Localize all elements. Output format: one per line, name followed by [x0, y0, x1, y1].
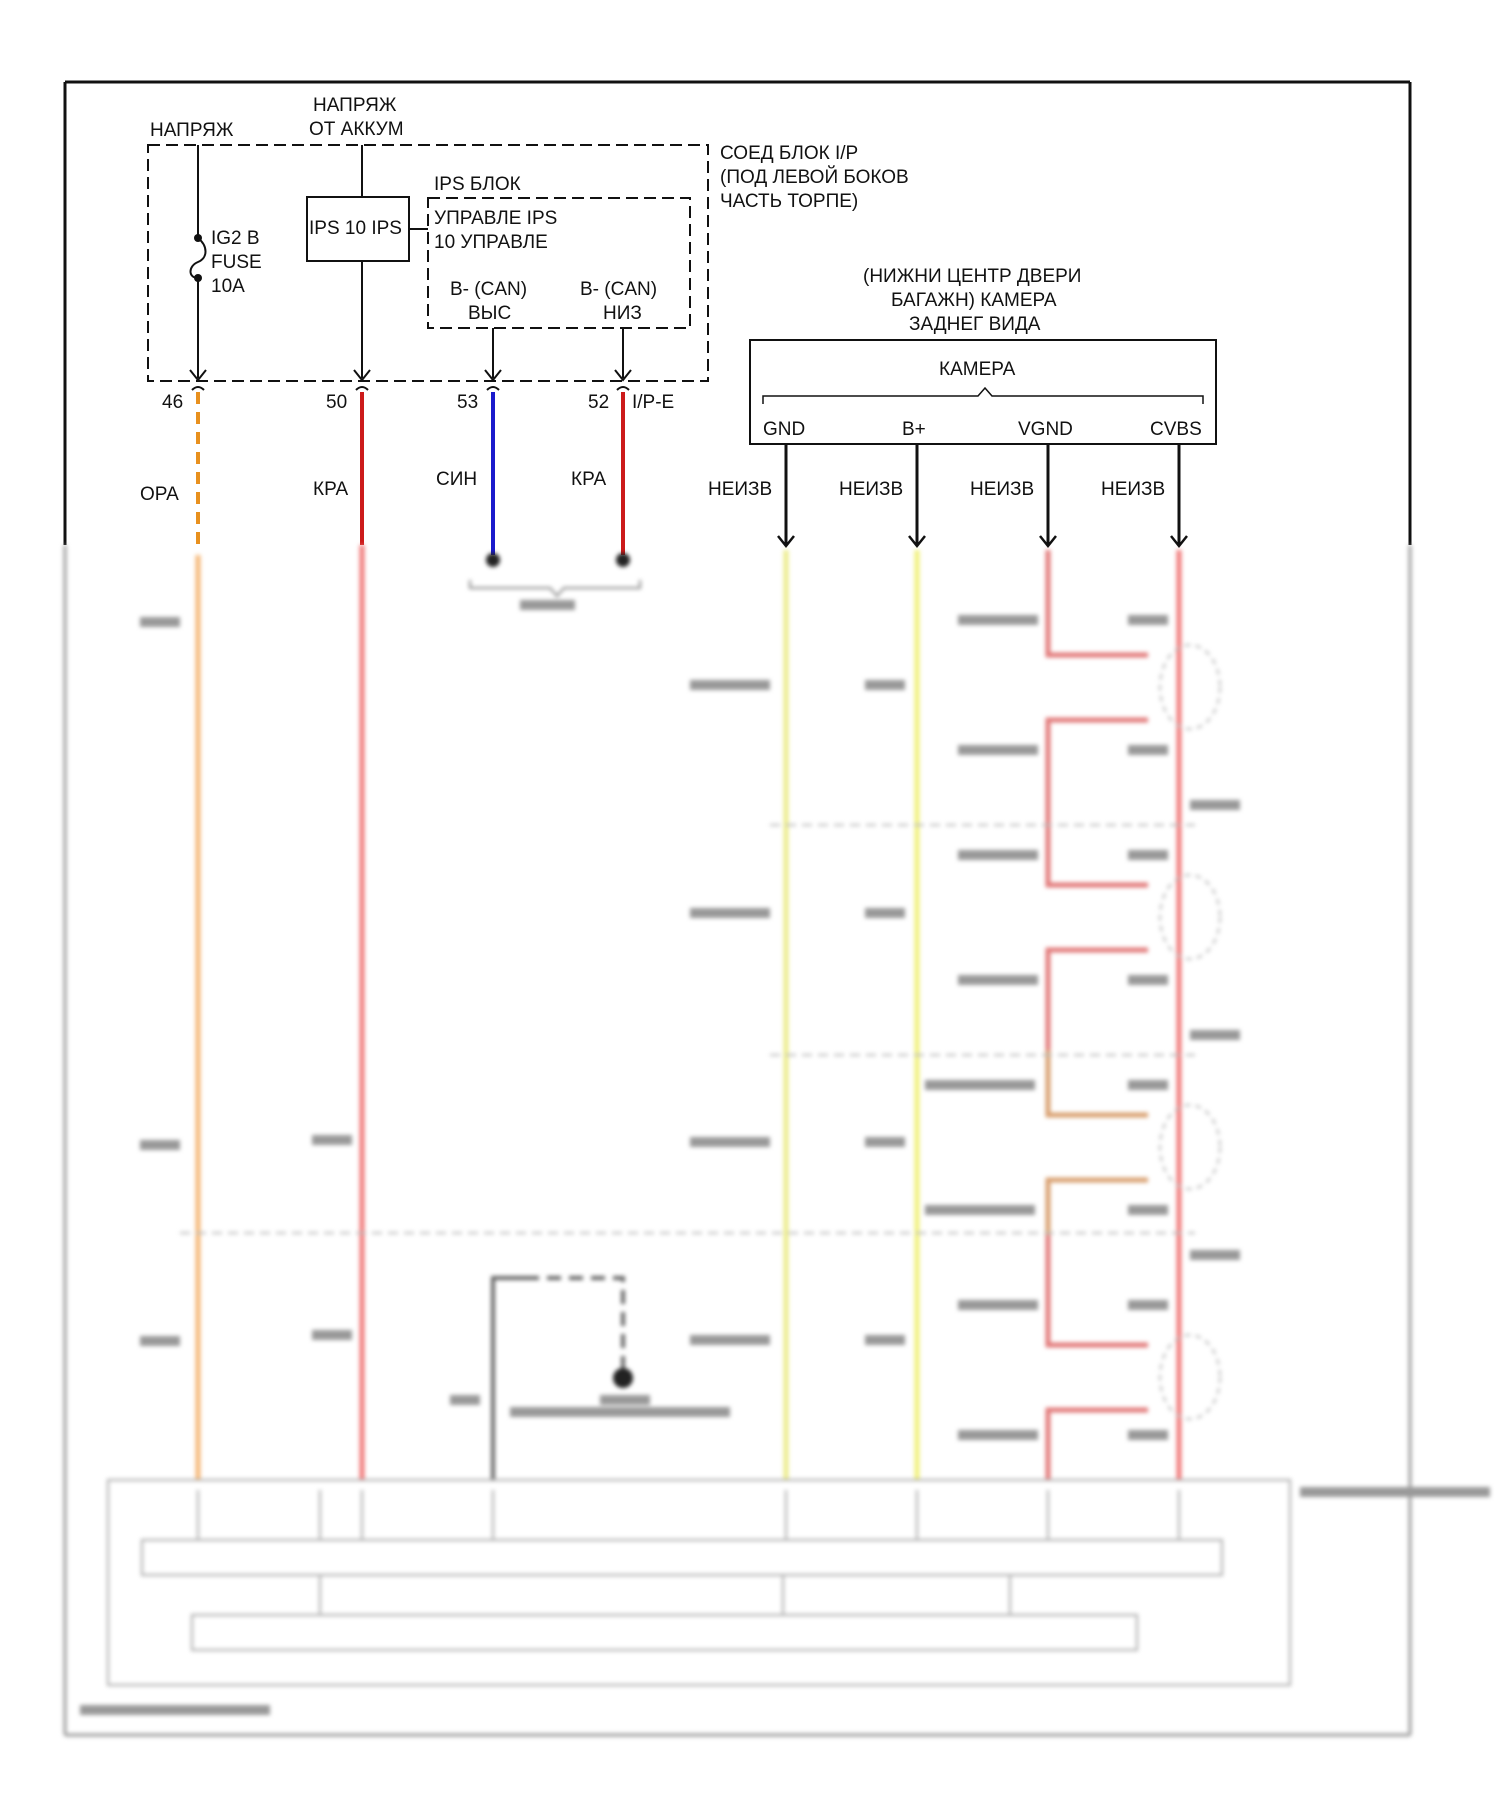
ips-block-title: IPS БЛОК — [434, 174, 521, 195]
fuse-label-line2: FUSE — [211, 252, 262, 273]
can-low-line2: НИЗ — [603, 303, 642, 324]
camera-location-line2: БАГАЖН) КАМЕРА — [891, 290, 1057, 311]
camera-pin-cvbs: CVBS — [1150, 419, 1202, 440]
ips-control-line1: УПРАВЛЕ IPS — [434, 208, 558, 229]
camera-wire-label-2: НЕИЗВ — [839, 479, 904, 500]
wire-label-orange: ОРА — [140, 484, 179, 505]
battery-label-line1: НАПРЯЖ — [313, 95, 397, 116]
lower-section-blurred — [65, 545, 1490, 1735]
camera-wire-label-1: НЕИЗВ — [708, 479, 773, 500]
pin-number-53: 53 — [457, 392, 479, 413]
camera-pin-bplus: B+ — [902, 419, 926, 440]
fuse-label-line1: IG2 B — [211, 228, 260, 249]
camera-pin-vgnd: VGND — [1018, 419, 1073, 440]
pin-number-50: 50 — [326, 392, 348, 413]
junction-label-line3: ЧАСТЬ ТОРПЕ) — [720, 191, 859, 212]
can-high-line2: ВЫС — [468, 303, 512, 324]
wire-label-red2: КРА — [571, 469, 607, 490]
pin-number-46: 46 — [162, 392, 184, 413]
fuse-symbol — [191, 145, 206, 378]
fuse-label-line3: 10A — [211, 276, 245, 297]
pin-number-52: 52 — [588, 392, 610, 413]
wire-label-red: КРА — [313, 479, 349, 500]
camera-wire-label-4: НЕИЗВ — [1101, 479, 1166, 500]
camera-brace — [763, 388, 1203, 404]
wire-label-blue: СИН — [436, 469, 478, 490]
camera-pin-gnd: GND — [763, 419, 806, 440]
camera-box — [750, 340, 1216, 444]
ips-10-label: IPS 10 IPS — [309, 218, 402, 239]
camera-location-line1: (НИЖНИ ЦЕНТР ДВЕРИ — [863, 266, 1082, 287]
camera-title: КАМЕРА — [939, 359, 1016, 380]
hot-label: НАПРЯЖ — [150, 120, 234, 141]
junction-label-line1: СОЕД БЛОК I/P — [720, 143, 859, 164]
ips-control-line2: 10 УПРАВЛЕ — [434, 232, 548, 253]
battery-label-line2: ОТ АККУМ — [309, 119, 404, 140]
connector-id: I/P-E — [632, 392, 675, 413]
camera-wire-arrows — [778, 536, 1187, 546]
junction-label-line2: (ПОД ЛЕВОЙ БОКОВ — [720, 167, 909, 188]
can-high-line1: B- (CAN) — [450, 279, 528, 300]
camera-location-line3: ЗАДНЕГ ВИДА — [909, 314, 1041, 335]
camera-wire-label-3: НЕИЗВ — [970, 479, 1035, 500]
can-low-line1: B- (CAN) — [580, 279, 658, 300]
